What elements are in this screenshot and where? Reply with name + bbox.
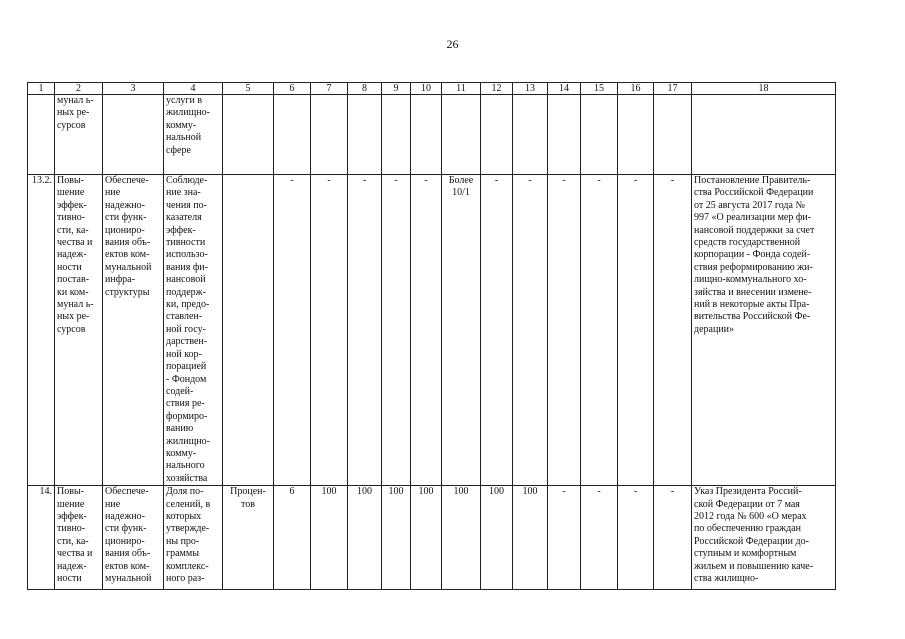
indicator-cell-line: ного раз-	[166, 573, 205, 584]
document-table	[27, 82, 836, 590]
column-header-4: 4	[164, 83, 223, 95]
indicator-cell-line: ной госу-	[166, 323, 206, 335]
value-cell: 6	[274, 486, 311, 590]
task-cell-line: надежно-	[105, 510, 145, 522]
legal-basis-cell-line: ства Российской Федерации	[694, 187, 814, 199]
goal-cell-line: чества и	[57, 237, 93, 249]
table-row	[28, 486, 836, 590]
column-header-15: 15	[581, 83, 618, 95]
task-cell-line: инфра-	[105, 274, 135, 286]
legal-basis-cell-line: по обеспечению граждан	[694, 523, 801, 535]
value-cell	[548, 95, 581, 175]
task-cell-line: вания объ-	[105, 548, 151, 560]
value-cell	[311, 95, 348, 175]
indicator-cell	[164, 95, 223, 175]
legal-basis-cell-line: вительства Российской Фе-	[694, 311, 811, 323]
page-number: 26	[446, 37, 459, 51]
indicator-cell-line: использо-	[166, 249, 208, 261]
goal-cell-line: шение	[57, 187, 85, 199]
legal-basis-cell-line: Постановление Правитель-	[694, 175, 811, 186]
goal-cell-line: эффек-	[57, 199, 87, 211]
goal-cell-line: Повы-	[57, 175, 84, 186]
goal-cell-line: Повы-	[57, 486, 84, 498]
value-cell	[618, 95, 654, 175]
table-row	[28, 95, 836, 175]
value-cell: 100	[382, 486, 411, 590]
column-header-9: 9	[382, 83, 411, 95]
goal-cell	[55, 175, 103, 486]
indicator-cell-line: утвержде-	[166, 523, 210, 535]
indicator-cell-line: комму-	[166, 119, 197, 131]
value-cell: -	[548, 486, 581, 590]
task-cell-line: циониро-	[105, 535, 145, 547]
value-cell: 100	[411, 486, 442, 590]
value-cell: -	[481, 175, 513, 486]
value-cell: 100	[513, 486, 548, 590]
indicator-cell-line: эффек-	[166, 224, 196, 236]
goal-cell-line: ки ком-	[57, 286, 89, 298]
value-cell: -	[348, 175, 382, 486]
value-cell: -	[618, 486, 654, 590]
task-cell-line: структуры	[105, 286, 150, 298]
value-cell: -	[581, 486, 618, 590]
legal-basis-cell	[692, 486, 836, 590]
value-cell: -	[548, 175, 581, 486]
indicator-cell-line: Доля по-	[166, 486, 204, 498]
goal-cell	[55, 95, 103, 175]
indicator-cell-line: ны про-	[166, 535, 200, 547]
legal-basis-cell-line: корпорации - Фонда содей-	[694, 249, 811, 261]
value-cell: -	[274, 175, 311, 486]
indicator-cell-line: ставлен-	[166, 311, 203, 323]
value-cell	[442, 95, 481, 175]
task-cell-line: ние	[105, 187, 121, 199]
value-cell: 100	[311, 486, 348, 590]
goal-cell-line: сурсов	[57, 119, 86, 131]
indicator-cell-line: формиро-	[166, 410, 208, 422]
task-cell-line: мунальной	[105, 261, 152, 273]
row-number: 14.	[28, 486, 55, 590]
value-cell: -	[411, 175, 442, 486]
task-cell-line: циониро-	[105, 224, 145, 236]
column-header-18: 18	[692, 83, 836, 95]
column-header-1: 1	[28, 83, 55, 95]
indicator-cell-line: чения по-	[166, 199, 207, 211]
value-cell: 100	[481, 486, 513, 590]
task-cell-line: ектов ком-	[105, 560, 150, 572]
indicator-cell-line: хозяйства	[166, 472, 208, 484]
indicator-cell-line: дарствен-	[166, 336, 208, 348]
unit-cell-line: Процен-	[230, 486, 266, 498]
goal-cell-line: сти, ка-	[57, 535, 89, 547]
task-cell	[103, 95, 164, 175]
goal-cell-line: сти, ка-	[57, 224, 89, 236]
legal-basis-cell-line: 2012 года № 600 «О мерах	[694, 510, 807, 522]
legal-basis-cell-line: ства жилищно-	[694, 573, 759, 584]
column-header-12: 12	[481, 83, 513, 95]
indicator-cell-line: комму-	[166, 447, 197, 459]
goal-cell-line: ных ре-	[57, 107, 90, 119]
indicator-cell-line: ванию	[166, 423, 194, 435]
value-cell: -	[654, 175, 692, 486]
task-cell	[103, 175, 164, 486]
value-cell	[581, 95, 618, 175]
column-header-16: 16	[618, 83, 654, 95]
column-header-5: 5	[223, 83, 274, 95]
column-header-13: 13	[513, 83, 548, 95]
goal-cell-line: чества и	[57, 548, 93, 560]
column-header-17: 17	[654, 83, 692, 95]
legal-basis-cell-line: ступным и комфортным	[694, 548, 797, 560]
indicator-cell	[164, 486, 223, 590]
row-number: 13.2.	[28, 175, 55, 486]
indicator-cell-line: ствия ре-	[166, 398, 205, 410]
column-header-14: 14	[548, 83, 581, 95]
indicator-cell	[164, 175, 223, 486]
column-header-6: 6	[274, 83, 311, 95]
value-cell: -	[382, 175, 411, 486]
value-cell	[348, 95, 382, 175]
legal-basis-cell-line: ний в некоторые акты Пра-	[694, 299, 810, 311]
goal-cell-line: надеж-	[57, 560, 87, 572]
legal-basis-cell-line: зяйства и внесении измене-	[694, 286, 812, 298]
unit-cell-line: тов	[241, 498, 255, 510]
goal-cell-line: мунал ь-	[57, 299, 94, 311]
goal-cell-line: ных ре-	[57, 311, 90, 323]
value-cell	[411, 95, 442, 175]
unit-cell	[223, 95, 274, 175]
indicator-cell-line: Соблюде-	[166, 175, 208, 186]
task-cell-line: сти функ-	[105, 523, 147, 535]
indicator-cell-line: услуги в	[166, 95, 203, 106]
column-header-8: 8	[348, 83, 382, 95]
legal-basis-cell	[692, 95, 836, 175]
legal-basis-cell-line: нансовой поддержки за счет	[694, 224, 815, 236]
column-header-7: 7	[311, 83, 348, 95]
legal-basis-cell-line: от 25 августа 2017 года №	[694, 199, 806, 211]
value-cell	[513, 95, 548, 175]
column-header-11: 11	[442, 83, 481, 95]
goal-cell-line: ности	[57, 261, 82, 273]
value-cell: -	[618, 175, 654, 486]
task-cell-line: Обеспече-	[105, 486, 149, 498]
value-cell: 100	[348, 486, 382, 590]
indicator-cell-line: порацией	[166, 361, 207, 373]
goal-cell-line: эффек-	[57, 510, 87, 522]
indicator-cell-line: ной кор-	[166, 348, 202, 360]
legal-basis-cell-line: дерации»	[694, 323, 735, 335]
unit-cell	[223, 486, 274, 590]
task-cell	[103, 486, 164, 590]
value-cell	[481, 95, 513, 175]
value-cell: -	[311, 175, 348, 486]
row-number	[28, 95, 55, 175]
legal-basis-cell-line: средств государственной	[694, 237, 801, 249]
indicator-cell-line: ние зна-	[166, 187, 201, 199]
column-header-2: 2	[55, 83, 103, 95]
indicator-cell-line: нального	[166, 460, 205, 472]
value-cell	[654, 95, 692, 175]
task-cell-line: ектов ком-	[105, 249, 150, 261]
indicator-cell-line: - Фондом	[166, 373, 207, 385]
legal-basis-cell	[692, 175, 836, 486]
indicator-cell-line: казателя	[166, 212, 202, 224]
value-cell	[382, 95, 411, 175]
indicator-cell-line: содей-	[166, 385, 194, 397]
column-header-3: 3	[103, 83, 164, 95]
indicator-cell-line: поддерж-	[166, 286, 206, 298]
value-cell: -	[513, 175, 548, 486]
indicator-cell-line: граммы	[166, 548, 199, 560]
goal-cell-line: постав-	[57, 274, 90, 286]
legal-basis-cell-line: жильем и повышению каче-	[694, 560, 814, 572]
indicator-cell-line: ки, предо-	[166, 299, 210, 311]
legal-basis-cell-line: Российской Федерации до-	[694, 535, 809, 547]
indicator-cell-line: сфере	[166, 144, 191, 156]
goal-cell-line: мунал ь-	[57, 95, 94, 106]
indicator-cell-line: селений, в	[166, 498, 211, 510]
indicator-cell-line: которых	[166, 510, 202, 522]
task-cell-line: вания объ-	[105, 237, 151, 249]
value-cell: -	[654, 486, 692, 590]
column-header-10: 10	[411, 83, 442, 95]
goal-cell	[55, 486, 103, 590]
unit-cell	[223, 175, 274, 486]
indicator-cell-line: комплекс-	[166, 560, 209, 572]
task-cell-line: мунальной	[105, 573, 152, 584]
goal-cell-line: тивно-	[57, 523, 86, 535]
value-cell: 100	[442, 486, 481, 590]
legal-basis-cell-line: лищно-коммунального хо-	[694, 274, 807, 286]
goal-cell-line: ности	[57, 573, 82, 584]
value-cell: Более 10/1	[442, 175, 481, 486]
indicator-cell-line: вания фи-	[166, 261, 208, 273]
task-cell-line: ние	[105, 498, 121, 510]
legal-basis-cell-line: Указ Президента Россий-	[694, 486, 802, 498]
task-cell-line: Обеспече-	[105, 175, 149, 186]
indicator-cell-line: жилищно-	[166, 435, 210, 447]
legal-basis-cell-line: ствия реформированию жи-	[694, 261, 813, 273]
goal-cell-line: тивно-	[57, 212, 86, 224]
indicator-cell-line: нальной	[166, 132, 202, 144]
goal-cell-line: шение	[57, 498, 85, 510]
header-row	[28, 83, 836, 95]
indicator-cell-line: жилищно-	[166, 107, 210, 119]
legal-basis-cell-line: 997 «О реализации мер фи-	[694, 212, 812, 224]
goal-cell-line: надеж-	[57, 249, 87, 261]
indicator-cell-line: тивности	[166, 237, 206, 249]
value-cell	[274, 95, 311, 175]
value-cell: -	[581, 175, 618, 486]
table-row	[28, 175, 836, 486]
legal-basis-cell-line: ской Федерации от 7 мая	[694, 498, 800, 510]
goal-cell-line: сурсов	[57, 323, 86, 335]
task-cell-line: сти функ-	[105, 212, 147, 224]
task-cell-line: надежно-	[105, 199, 145, 211]
indicator-cell-line: нансовой	[166, 274, 206, 286]
